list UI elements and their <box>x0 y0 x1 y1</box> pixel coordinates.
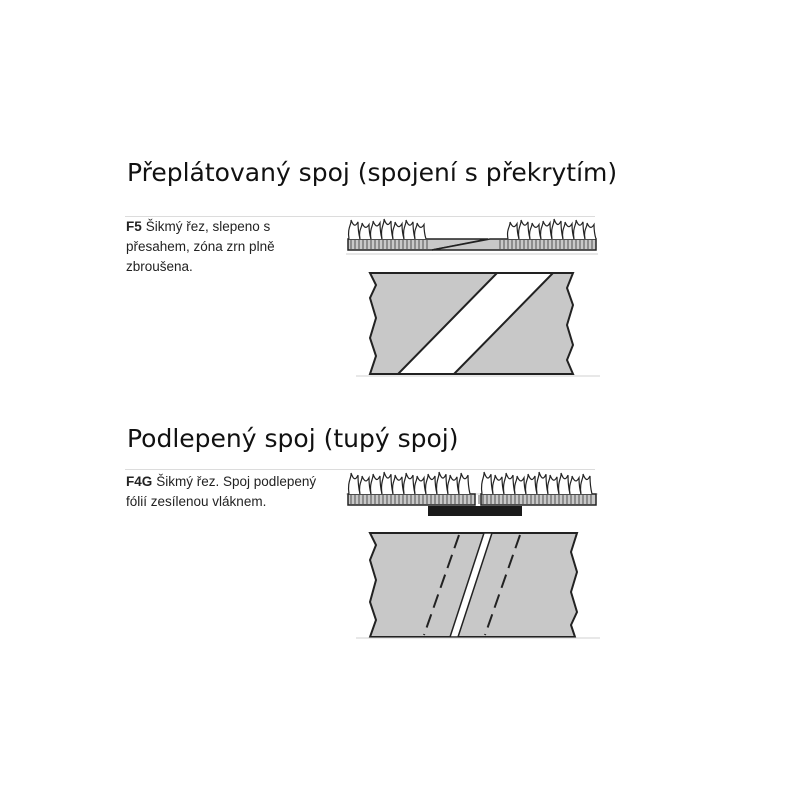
grain-tuft <box>415 476 426 494</box>
grain-tuft <box>519 220 530 239</box>
grain-tuft <box>530 223 541 239</box>
joint-code: F4G <box>126 474 153 489</box>
grain-tuft <box>482 472 493 494</box>
abrasive-grain-left <box>349 219 426 239</box>
grain-tuft <box>393 222 404 239</box>
grain-tuft <box>360 223 371 239</box>
grain-tuft <box>371 474 382 494</box>
grain-tuft <box>493 475 504 494</box>
grain-tuft <box>559 473 570 494</box>
grain-tuft <box>404 220 415 239</box>
grain-tuft <box>404 473 415 494</box>
f4g-top-view <box>356 533 600 638</box>
f5-top-view <box>356 273 600 376</box>
grain-tuft <box>537 472 548 494</box>
joint-code: F5 <box>126 219 142 234</box>
abrasive-grain-left <box>349 472 470 494</box>
grain-tuft <box>393 475 404 494</box>
grain-tuft <box>552 219 563 239</box>
grain-tuft <box>526 474 537 494</box>
abrasive-grain-right <box>482 472 592 494</box>
grain-tuft <box>371 221 382 239</box>
grain-tuft <box>581 474 592 494</box>
grain-tuft <box>504 473 515 494</box>
joint-description: Šikmý řez. Spoj podlepený fólií zesílenou vláknem. <box>126 474 317 509</box>
grain-tuft <box>382 472 393 494</box>
grain-tuft <box>563 222 574 239</box>
section-heading-butt-joint: Podlepený spoj (tupý spoj) <box>127 424 459 453</box>
grain-tuft <box>448 475 459 494</box>
reinforcing-tape <box>428 506 522 516</box>
grain-tuft <box>426 474 437 494</box>
f5-cross-section <box>346 219 598 254</box>
grain-tuft <box>349 220 360 239</box>
grain-tuft <box>548 475 559 494</box>
grain-tuft <box>574 220 585 239</box>
grain-tuft <box>360 476 371 494</box>
grain-tuft <box>508 222 519 239</box>
section-heading-overlap-joint: Přeplátovaný spoj (spojení s překrytím) <box>127 158 618 187</box>
grain-tuft <box>570 476 581 494</box>
grain-tuft <box>459 473 470 494</box>
abrasive-grain-right <box>508 219 596 239</box>
grain-tuft <box>541 221 552 239</box>
f4g-cross-section <box>346 472 598 516</box>
grain-tuft <box>415 223 426 239</box>
belt-backing-hatch <box>351 495 591 504</box>
grain-tuft <box>437 472 448 494</box>
grain-tuft <box>382 219 393 239</box>
joint-description: Šikmý řez, slepeno s přesahem, zóna zrn plně zbroušena. <box>126 219 275 274</box>
grain-tuft <box>515 476 526 494</box>
grain-tuft <box>349 473 360 494</box>
grain-tuft <box>585 223 596 239</box>
